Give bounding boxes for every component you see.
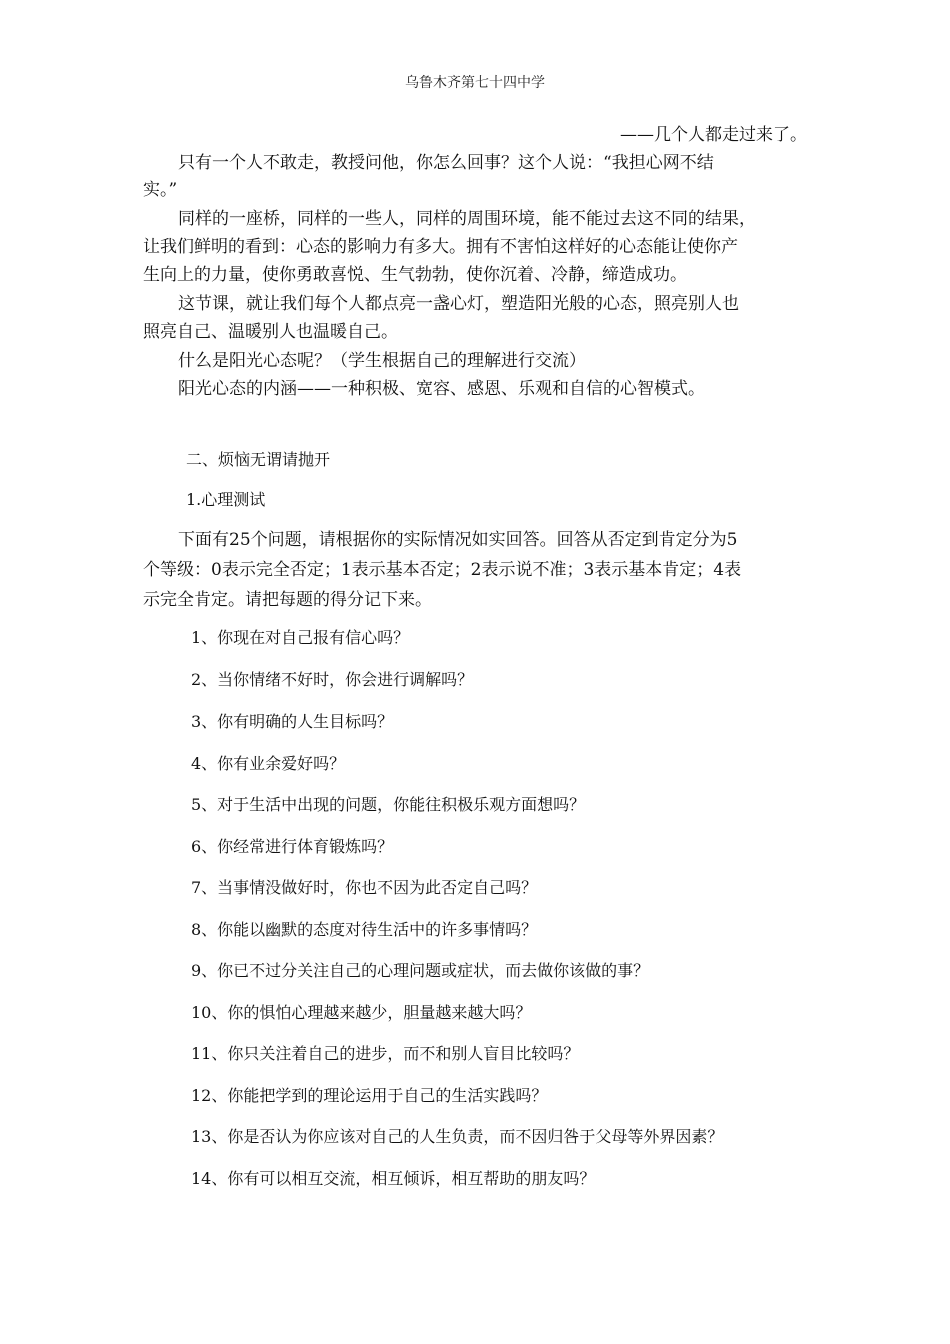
question-item: 13、你是否认为你应该对自己的人生负责，而不因归咎于父母等外界因素？ <box>191 1127 724 1146</box>
story-paragraph-3-line-1: 这节课，就让我们每个人都点亮一盏心灯，塑造阳光般的心态，照亮别人也 <box>178 294 739 314</box>
definition-paragraph: 阳光心态的内涵——一种积极、宽容、感恩、乐观和自信的心智模式。 <box>178 379 705 399</box>
question-item: 9、你已不过分关注自己的心理问题或症状，而去做你该做的事？ <box>191 961 650 980</box>
story-paragraph-1-line-1: 只有一个人不敢走，教授问他，你怎么回事？这个人说：“我担心网不结 <box>178 153 714 173</box>
question-paragraph: 什么是阳光心态呢？（学生根据自己的理解进行交流） <box>178 351 586 371</box>
question-item: 3、你有明确的人生目标吗？ <box>191 712 394 731</box>
story-attribution: ——几个人都走过来了。 <box>620 125 807 145</box>
instructions-line-3: 示完全肯定。请把每题的得分记下来。 <box>143 590 432 610</box>
story-paragraph-3-line-2: 照亮自己、温暖别人也温暖自己。 <box>143 322 398 342</box>
subsection-title: 1.心理测试 <box>186 490 266 509</box>
section-title: 二、烦恼无谓请抛开 <box>186 450 331 469</box>
instructions-line-1: 下面有25个问题，请根据你的实际情况如实回答。回答从否定到肯定分为5 <box>178 530 738 550</box>
question-item: 11、你只关注着自己的进步，而不和别人盲目比较吗？ <box>191 1044 580 1063</box>
story-paragraph-2-line-2: 让我们鲜明的看到：心态的影响力有多大。拥有不害怕这样好的心态能让使你产 <box>143 237 738 257</box>
question-item: 10、你的惧怕心理越来越少，胆量越来越大吗？ <box>191 1003 532 1022</box>
question-item: 14、你有可以相互交流，相互倾诉，相互帮助的朋友吗？ <box>191 1169 596 1188</box>
story-paragraph-1-line-2: 实。” <box>143 180 178 200</box>
question-item: 4、你有业余爱好吗？ <box>191 754 346 773</box>
question-item: 12、你能把学到的理论运用于自己的生活实践吗？ <box>191 1086 548 1105</box>
instructions-line-2: 个等级：0表示完全否定；1表示基本否定；2表示说不准；3表示基本肯定；4表 <box>143 560 742 580</box>
question-item: 6、你经常进行体育锻炼吗？ <box>191 837 394 856</box>
question-item: 5、对于生活中出现的问题，你能往积极乐观方面想吗？ <box>191 795 586 814</box>
question-item: 2、当你情绪不好时，你会进行调解吗？ <box>191 670 474 689</box>
page-header: 乌鲁木齐第七十四中学 <box>405 75 545 91</box>
story-paragraph-2-line-1: 同样的一座桥，同样的一些人，同样的周围环境，能不能过去这不同的结果， <box>178 209 756 229</box>
question-item: 8、你能以幽默的态度对待生活中的许多事情吗？ <box>191 920 538 939</box>
question-item: 1、你现在对自己报有信心吗？ <box>191 628 410 647</box>
story-paragraph-2-line-3: 生向上的力量，使你勇敢喜悦、生气勃勃，使你沉着、冷静，缔造成功。 <box>143 265 687 285</box>
question-item: 7、当事情没做好时，你也不因为此否定自己吗？ <box>191 878 538 897</box>
